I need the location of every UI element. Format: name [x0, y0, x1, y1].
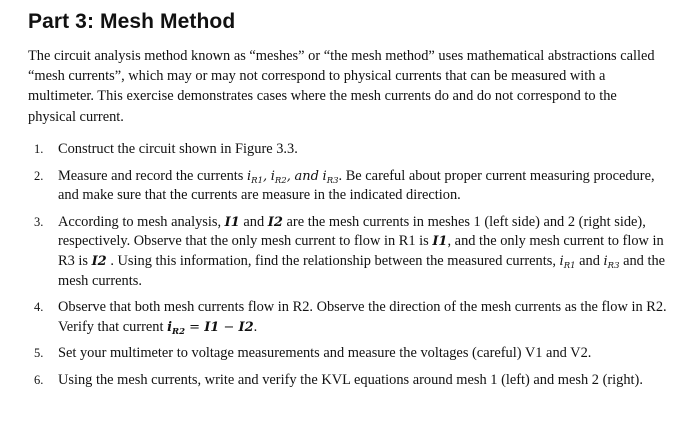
step-4	[28, 298, 668, 337]
step-text-part: and	[239, 213, 268, 230]
math-current-ir2	[167, 320, 185, 335]
math-subscript: R3	[607, 260, 620, 271]
math-current-ir3	[604, 254, 620, 269]
math-current-ir3	[323, 169, 339, 184]
step-number: 4.	[34, 300, 44, 315]
step-text: Set your multimeter to voltage measurements and measure the voltages (careful) V1 and V2.	[58, 345, 592, 362]
math-mesh-current-i1: I1	[224, 214, 240, 230]
math-symbol: i	[167, 319, 173, 335]
step-text-part: , and the only mesh current to flow in R3 is	[58, 233, 664, 269]
math-symbol: i	[270, 168, 275, 184]
math-symbol: i	[247, 168, 252, 184]
step-text-part: and the mesh currents.	[58, 252, 666, 289]
step-text-part: . Be careful about proper current measuring procedure, and make sure that the currents are measure in the indicated direction.	[58, 167, 655, 204]
math-and-word: and	[294, 168, 319, 184]
section-title: Part 3: Mesh Method	[28, 10, 236, 33]
math-equals: =	[185, 319, 205, 335]
math-current-ir1	[560, 254, 576, 269]
math-current-ir1	[247, 169, 263, 184]
math-comma: ,	[262, 168, 268, 184]
step-text-part: Observe that both mesh currents flow in R2. Observe the direction of the mesh currents as the flow in R2. Verify that current	[58, 299, 667, 335]
step-text-part: Measure and record the currents	[58, 167, 247, 184]
math-symbol: i	[603, 253, 608, 269]
math-subscript: R3	[326, 175, 339, 186]
step-5	[28, 344, 668, 364]
step-6	[28, 371, 668, 391]
step-number: 3.	[34, 214, 44, 229]
math-subscript: R1	[251, 175, 263, 186]
math-mesh-current-i2: I2	[267, 214, 283, 230]
steps-list	[28, 140, 668, 398]
step-text-part: and	[575, 252, 604, 269]
step-text: Construct the circuit shown in Figure 3.3.	[58, 141, 298, 157]
step-text-part: are the mesh currents in meshes 1 (left side) and 2 (right side), respectively. Observe that the only mesh current to flow in R1 is	[58, 213, 646, 250]
step-number: 6.	[34, 372, 44, 387]
step-number: 1.	[34, 142, 44, 156]
math-mesh-current-i1: I1	[432, 234, 448, 250]
math-mesh-current-i2: I2	[238, 319, 254, 335]
math-minus: −	[219, 319, 239, 335]
step-number: 2.	[34, 168, 44, 183]
step-text: Using the mesh currents, write and verify the KVL equations around mesh 1 (left) and mesh 2 (right).	[58, 371, 643, 388]
step-text-part: .	[253, 318, 258, 335]
math-subscript: R2	[274, 175, 287, 186]
math-current-ir2	[271, 169, 287, 184]
math-symbol: i	[322, 168, 327, 184]
step-number: 5.	[34, 346, 44, 361]
step-text-part: . Using this information, find the relationship between the measured currents,	[106, 252, 560, 269]
math-subscript: R2	[172, 326, 186, 337]
math-subscript: R1	[563, 260, 576, 271]
step-1	[28, 140, 668, 160]
math-comma: ,	[286, 168, 291, 184]
math-mesh-current-i2: I2	[91, 253, 107, 269]
step-2	[28, 167, 668, 206]
step-text-part: According to mesh analysis,	[58, 213, 225, 230]
math-symbol: i	[559, 253, 564, 269]
math-mesh-current-i1: I1	[204, 319, 220, 335]
intro-paragraph: The circuit analysis method known as “meshes” or “the mesh method” uses mathematical abstractions called “mesh currents”, which may or may not correspond to physical currents that can be measured with a multimeter. This exercise demonstrates cases where the mesh currents do and do not correspond to the physical current.	[28, 48, 655, 125]
step-3	[28, 213, 668, 291]
